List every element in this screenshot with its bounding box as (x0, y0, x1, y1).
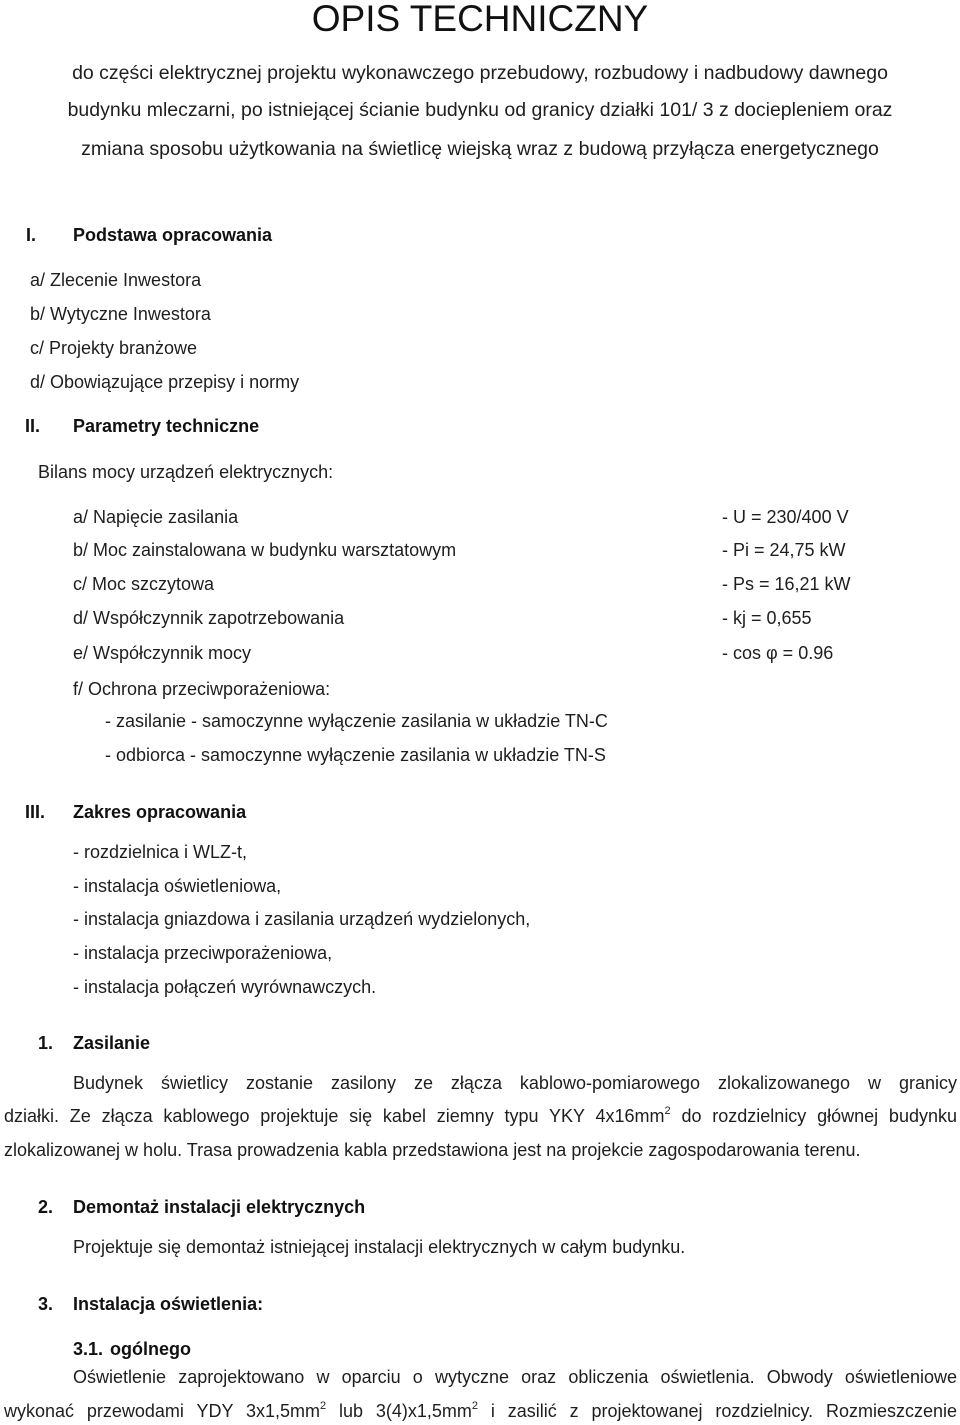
scope-item: - instalacja połączeń wyrównawczych. (73, 977, 377, 997)
section-3-title: Zakres opracowania (73, 802, 247, 822)
param-label: c/ Moc szczytowa (73, 574, 215, 594)
protection-item: - zasilanie - samoczynne wyłączenie zasilania w układzie TN-C (105, 711, 608, 731)
subtitle-line-3: zmiana sposobu użytkowania na świetlicę wiejską wraz z budową przyłącza energetycznego (81, 138, 879, 160)
section-2-title: Parametry techniczne (73, 416, 260, 436)
power-balance-intro: Bilans mocy urządzeń elektrycznych: (38, 462, 334, 482)
subsection-3-1-title: ogólnego (110, 1339, 191, 1359)
subsection-2-title: Demontaż instalacji elektrycznych (73, 1197, 366, 1217)
dismantling-paragraph: Projektuje się demontaż istniejącej instalacji elektrycznych w całym budynku. (73, 1237, 686, 1257)
section-1-title: Podstawa opracowania (73, 225, 273, 245)
scope-item: - instalacja przeciwporażeniowa, (73, 943, 333, 963)
scope-item: - instalacja gniazdowa i zasilania urządzeń wydzielonych, (73, 909, 531, 929)
param-value: - cos φ = 0.96 (722, 643, 834, 663)
subsection-2-number: 2. (38, 1197, 54, 1217)
supply-paragraph-line-1: Budynek świetlicy zostanie zasilony ze złącza kablowo-pomiarowego zlokalizowanego w granicy (73, 1073, 957, 1093)
document-title: OPIS TECHNICZNY (311, 0, 649, 39)
section-3-number: III. (25, 802, 46, 822)
subtitle-line-2: budynku mleczarni, po istniejącej ścianie budynku od granicy działki 101/ 3 z dociepleniem oraz (67, 99, 893, 121)
section-1-item: b/ Wytyczne Inwestora (30, 304, 211, 324)
supply-paragraph-line-3: zlokalizowanej w holu. Trasa prowadzenia kabla przedstawiona jest na projekcie zagospodarowania terenu. (4, 1140, 861, 1160)
param-value: - U = 230/400 V (722, 507, 849, 527)
section-1-item: d/ Obowiązujące przepisy i normy (30, 372, 300, 392)
param-label: e/ Współczynnik mocy (73, 643, 252, 663)
subsection-3-1-number: 3.1. (73, 1339, 104, 1359)
protection-label: f/ Ochrona przeciwporażeniowa: (73, 679, 331, 699)
section-1-number: I. (26, 225, 37, 245)
subsection-1-title: Zasilanie (73, 1033, 151, 1053)
subsection-3-number: 3. (38, 1294, 54, 1314)
section-1-item: c/ Projekty branżowe (30, 338, 198, 358)
supply-paragraph-line-2: działki. Ze złącza kablowego projektuje się kabel ziemny typu YKY $4x16mm^2$ do rozdzielnicy głównej budynku (4, 1105, 957, 1126)
lighting-paragraph-line-1: Oświetlenie zaprojektowano w oparciu o wytyczne oraz obliczenia oświetlenia. Obwody oświetleniowe (73, 1367, 957, 1387)
param-label: a/ Napięcie zasilania (73, 507, 239, 527)
protection-item: - odbiorca - samoczynne wyłączenie zasilania w układzie TN-S (105, 745, 606, 765)
subsection-1-number: 1. (38, 1033, 54, 1053)
param-value: - Ps = 16,21 kW (722, 574, 851, 594)
param-label: d/ Współczynnik zapotrzebowania (73, 608, 345, 628)
lighting-paragraph-line-2: wykonać przewodami YDY $3x1,5mm^2$ lub $3(4)x1,5mm^2$ i zasilić z projektowanej rozdzielnicy. Rozmieszczenie (4, 1400, 958, 1421)
subtitle-line-1: do części elektrycznej projektu wykonawczego przebudowy, rozbudowy i nadbudowy dawnego (72, 62, 888, 84)
scope-item: - rozdzielnica i WLZ-t, (73, 842, 248, 862)
section-2-number: II. (25, 416, 41, 436)
scope-item: - instalacja oświetleniowa, (73, 876, 282, 896)
param-value: - Pi = 24,75 kW (722, 540, 846, 560)
subsection-3-title: Instalacja oświetlenia: (73, 1294, 264, 1314)
param-value: - kj = 0,655 (722, 608, 812, 628)
section-1-item: a/ Zlecenie Inwestora (30, 270, 202, 290)
param-label: b/ Moc zainstalowana w budynku warsztatowym (73, 540, 457, 560)
